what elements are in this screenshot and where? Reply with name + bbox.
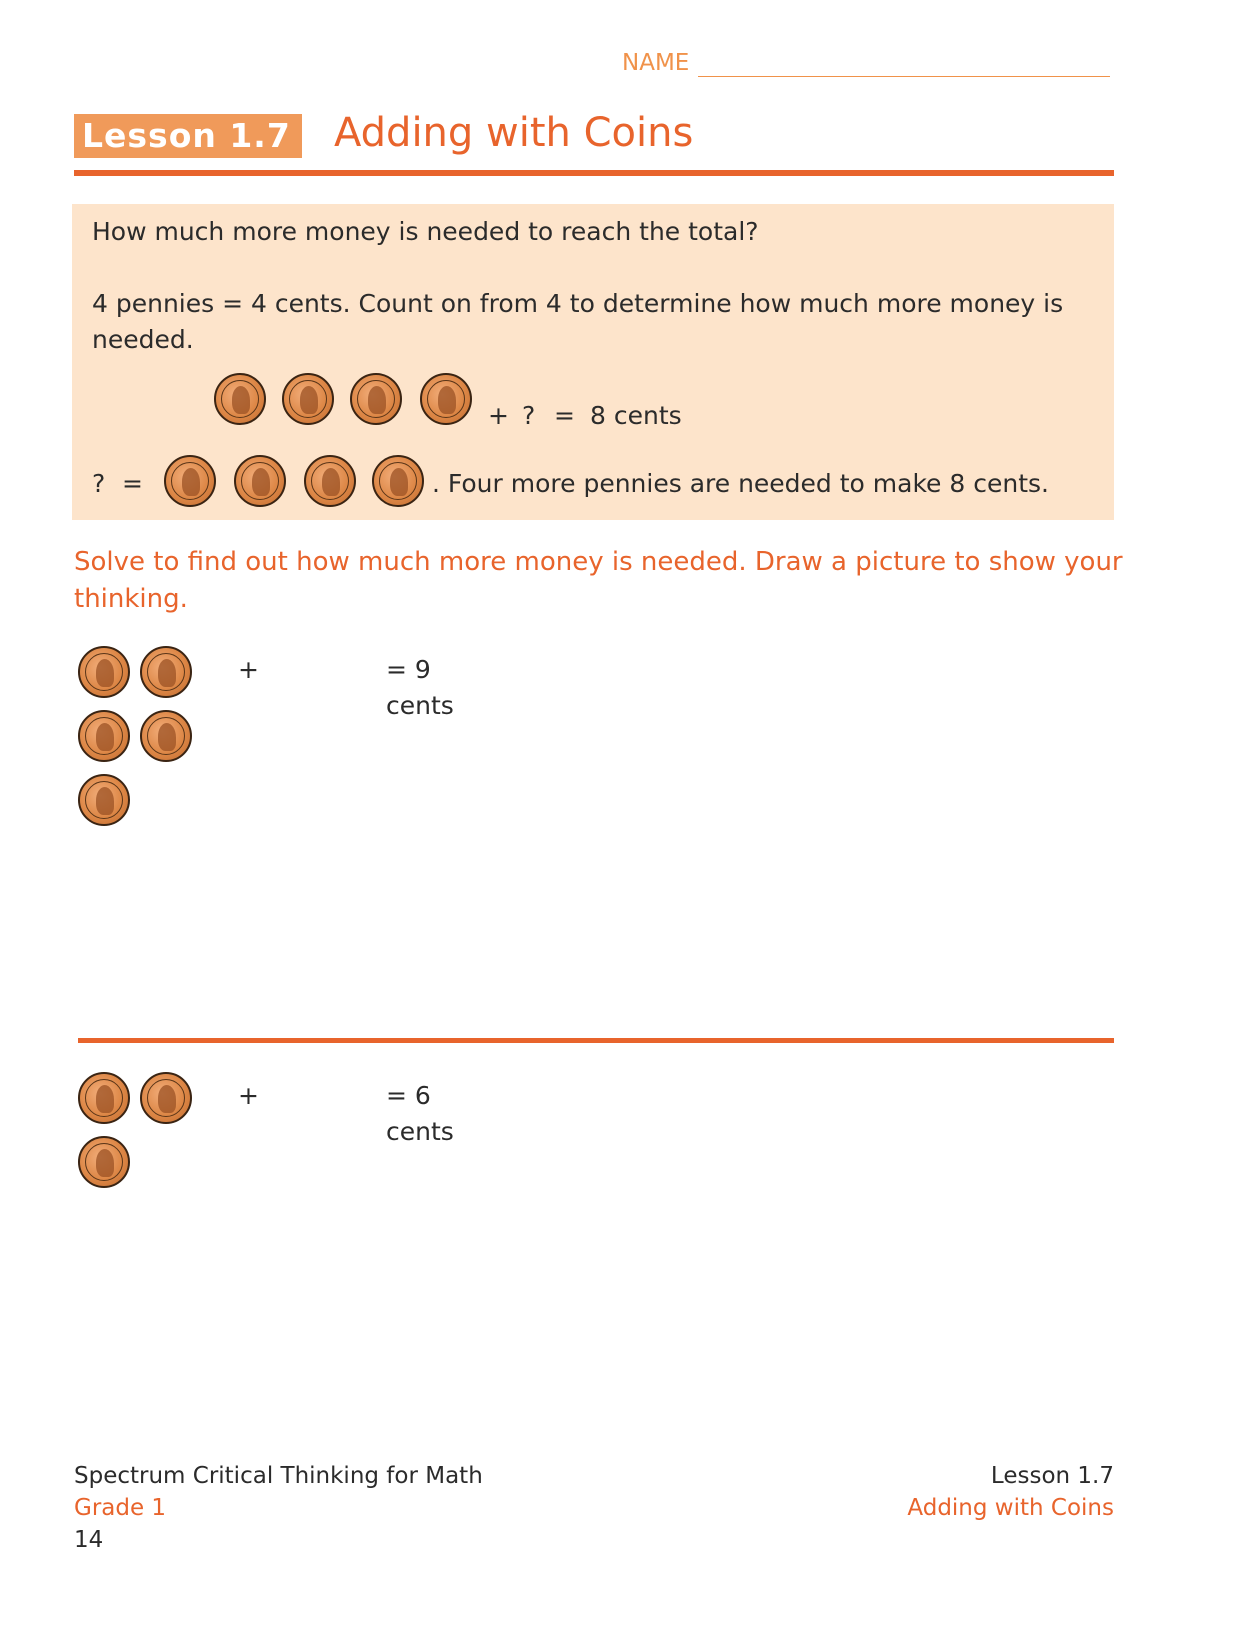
problem-2-drawing-area[interactable]	[260, 1200, 1100, 1420]
penny-icon	[350, 373, 402, 425]
penny-icon	[234, 455, 286, 507]
penny-icon	[304, 455, 356, 507]
penny-icon	[140, 646, 192, 698]
example-total: 8 cents	[590, 401, 682, 430]
penny-icon	[214, 373, 266, 425]
problem-divider	[78, 1038, 1114, 1043]
lesson-badge: Lesson 1.7	[74, 114, 302, 158]
penny-icon	[78, 710, 130, 762]
penny-icon	[282, 373, 334, 425]
problem-1-total: = 9 cents	[386, 655, 454, 720]
example-question: How much more money is needed to reach the total?	[92, 217, 759, 246]
penny-icon	[140, 1072, 192, 1124]
example-equals: =	[554, 401, 575, 430]
example-unknown: ?	[522, 401, 536, 430]
name-label: NAME	[622, 50, 690, 76]
penny-icon	[78, 646, 130, 698]
answer-conclusion: . Four more pennies are needed to make 8 cents.	[432, 469, 1049, 498]
answer-equals: =	[122, 469, 143, 498]
penny-icon	[78, 1072, 130, 1124]
footer-page-number: 14	[74, 1527, 104, 1553]
penny-icon	[140, 710, 192, 762]
answer-unknown: ?	[92, 469, 106, 498]
problem-2-total: = 6 cents	[386, 1081, 454, 1146]
penny-icon	[78, 774, 130, 826]
example-explanation: 4 pennies = 4 cents. Count on from 4 to determine how much more money is needed.	[92, 289, 1064, 354]
header-divider	[74, 170, 1114, 176]
problem-1-drawing-area[interactable]	[260, 820, 1100, 1020]
problem-1-plus: +	[238, 655, 259, 684]
problem-2-plus: +	[238, 1081, 259, 1110]
example-plus: +	[488, 401, 509, 430]
penny-icon	[164, 455, 216, 507]
footer-grade: Grade 1	[74, 1495, 167, 1521]
footer-lesson-title: Adding with Coins	[907, 1495, 1114, 1521]
name-line[interactable]	[698, 76, 1110, 77]
penny-icon	[78, 1136, 130, 1188]
penny-icon	[372, 455, 424, 507]
lesson-title: Adding with Coins	[334, 110, 694, 156]
penny-icon	[420, 373, 472, 425]
footer-book-title: Spectrum Critical Thinking for Math	[74, 1463, 483, 1489]
footer-lesson: Lesson 1.7	[990, 1463, 1114, 1489]
instructions: Solve to find out how much more money is needed. Draw a picture to show your thinking.	[74, 547, 1123, 614]
